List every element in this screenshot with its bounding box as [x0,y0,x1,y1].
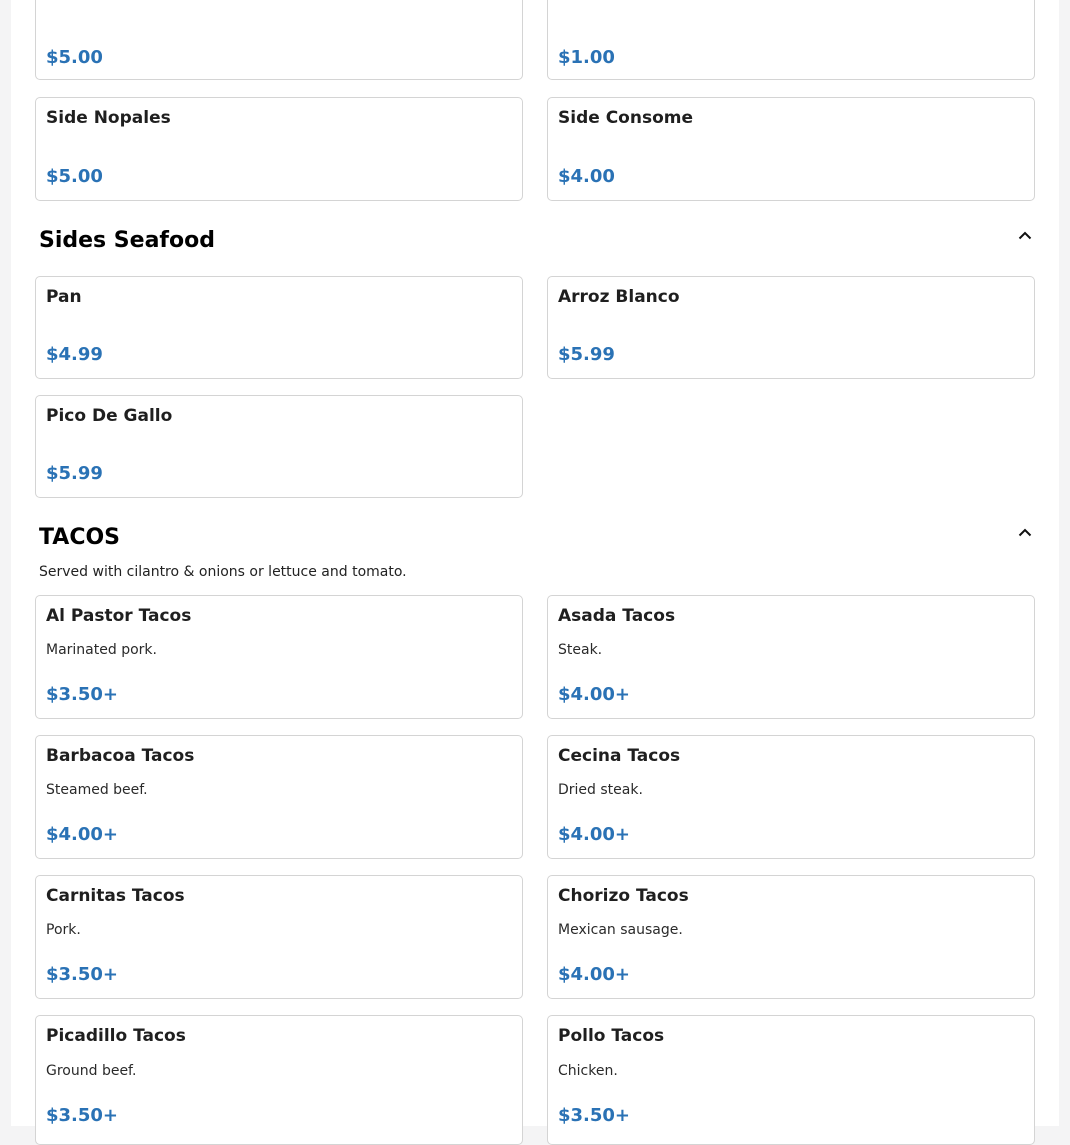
section-subtitle-tacos: Served with cilantro & onions or lettuce and tomato. [39,564,407,580]
menu-item-card[interactable] [35,395,523,498]
menu-item-card[interactable] [35,735,523,859]
menu-item-card[interactable] [547,276,1035,379]
item-price: $5.99 [558,344,615,365]
item-price: $3.50+ [558,1105,631,1126]
menu-item-card[interactable] [35,1015,523,1145]
item-price: $3.50+ [46,964,119,985]
menu-item-card[interactable] [35,595,523,719]
section-title-tacos: TACOS [39,525,121,550]
item-price: $1.00 [558,47,615,68]
item-description: Steamed beef. [46,782,148,798]
item-name: Carnitas Tacos [46,886,185,906]
item-name: Pan [46,287,82,307]
item-name: Cecina Tacos [558,746,681,766]
item-price: $3.50+ [46,1105,119,1126]
item-name: Side Consome [558,108,693,128]
item-price: $4.00+ [558,824,631,845]
item-description: Marinated pork. [46,642,157,658]
menu-item-card[interactable] [35,276,523,379]
item-price: $5.00 [46,166,103,187]
item-description: Pork. [46,922,81,938]
item-name: Pollo Tacos [558,1026,665,1046]
item-name: Asada Tacos [558,606,676,626]
menu-item-card[interactable] [35,875,523,999]
item-price: $4.00+ [46,824,119,845]
section-title-sides-seafood: Sides Seafood [39,228,215,253]
item-name: Al Pastor Tacos [46,606,192,626]
item-price: $4.00+ [558,684,631,705]
item-price: $4.00+ [558,964,631,985]
menu-item-card[interactable] [547,595,1035,719]
chevron-up-icon[interactable] [1015,225,1035,245]
item-name: Side Nopales [46,108,171,128]
menu-item-card[interactable] [547,1015,1035,1145]
item-description: Steak. [558,642,603,658]
menu-page [11,0,1059,1126]
menu-item-card[interactable] [547,97,1035,201]
item-description: Mexican sausage. [558,922,683,938]
menu-item-card[interactable] [35,0,523,80]
chevron-up-icon[interactable] [1015,522,1035,542]
item-price: $4.00 [558,166,615,187]
item-name: Chorizo Tacos [558,886,689,906]
item-name [558,0,658,1]
menu-item-card[interactable] [547,875,1035,999]
item-name: Pico De Gallo [46,406,173,426]
menu-item-card[interactable] [547,735,1035,859]
item-price: $5.99 [46,463,103,484]
item-description: Ground beef. [46,1063,137,1079]
item-price: $5.00 [46,47,103,68]
item-description: Dried steak. [558,782,643,798]
menu-item-card[interactable] [547,0,1035,80]
item-name: Picadillo Tacos [46,1026,186,1046]
item-name: Barbacoa Tacos [46,746,195,766]
item-description: Chicken. [558,1063,618,1079]
item-price: $4.99 [46,344,103,365]
item-name: Arroz Blanco [558,287,680,307]
item-name [46,0,171,1]
menu-item-card[interactable] [35,97,523,201]
item-price: $3.50+ [46,684,119,705]
